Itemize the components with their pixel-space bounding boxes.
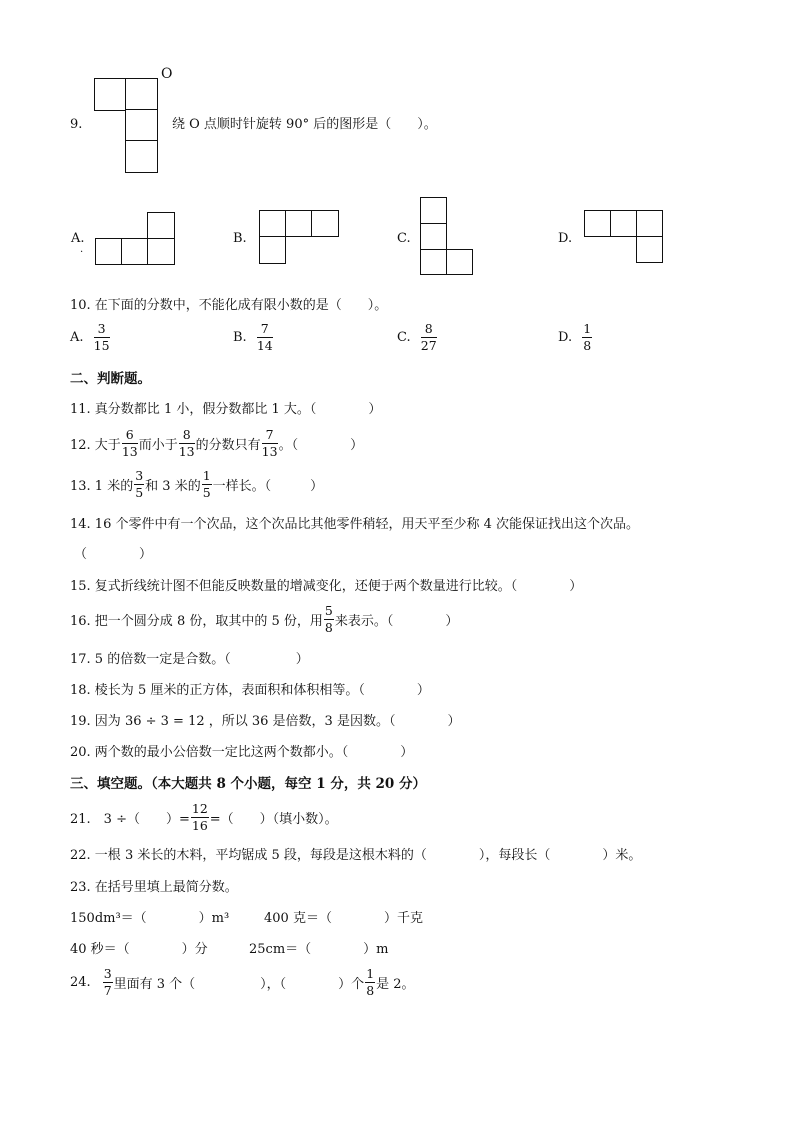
q17-text: 17. 5 的倍数一定是合数。（ ） (70, 652, 309, 667)
q9-text: 绕 O 点顺时针旋转 90° 后的图形是（ ）。 (172, 117, 437, 132)
q13-post: 一样长。（ ） (212, 479, 324, 494)
q23-row1-b: 400 克＝（ ）千克 (264, 911, 423, 926)
denominator: 5 (135, 485, 144, 500)
q23-row1-a: 150dm³＝（ ）m³ (70, 911, 230, 926)
grid-cell (420, 249, 447, 275)
q9-option-b-label: B. (233, 231, 247, 246)
grid-cell (610, 210, 637, 237)
grid-cell (147, 212, 175, 239)
option-label: D. (558, 330, 573, 345)
denominator: 13 (261, 444, 278, 459)
grid-cell (94, 78, 127, 111)
grid-cell (285, 210, 312, 237)
grid-cell (95, 238, 122, 265)
grid-cell (446, 249, 473, 275)
q12-post: 。（ ） (278, 438, 364, 453)
q24-line (70, 967, 415, 998)
section-3-title: 三、填空题。（本大题共 8 个小题，每空 1 分，共 20 分） (70, 776, 427, 792)
fraction (365, 967, 375, 998)
grid-cell (420, 197, 447, 224)
q9-option-c-label: C. (397, 231, 411, 246)
q10-option-a (70, 322, 111, 353)
q21-line (70, 802, 338, 833)
denominator: 8 (366, 983, 375, 998)
q10-option-b (233, 322, 274, 353)
q11-text: 11. 真分数都比 1 小，假分数都比 1 大。（ ） (70, 402, 382, 417)
denominator: 7 (103, 983, 112, 998)
numerator: 3 (135, 468, 144, 483)
denominator: 13 (178, 444, 195, 459)
numerator: 12 (191, 801, 208, 816)
q16-post: 来表示。（ ） (334, 614, 459, 629)
q12-mid2: 的分数只有 (195, 438, 261, 453)
grid-cell (584, 210, 611, 237)
numerator: 6 (122, 428, 138, 444)
q22-text: 22. 一根 3 米长的木料，平均锯成 5 段，每段是这根木料的（ ），每段长（ ）米。 (70, 848, 642, 863)
denominator: 13 (121, 444, 138, 459)
numerator: 1 (583, 321, 592, 336)
denominator: 27 (420, 338, 437, 353)
fraction (94, 322, 110, 353)
q10-text: 10. 在下面的分数中，不能化成有限小数的是（ ）。 (70, 298, 388, 313)
option-label: B. (233, 330, 247, 345)
grid-cell (147, 238, 175, 265)
grid-cell (420, 223, 447, 250)
fraction (179, 428, 195, 459)
q24-mid: 里面有 3 个（ ），（ ）个 (113, 977, 365, 992)
numerator: 8 (179, 428, 195, 444)
q13-mid: 和 3 米的 (145, 479, 201, 494)
rotation-point-label: O (161, 66, 173, 82)
numerator: 8 (421, 322, 437, 338)
denominator: 15 (93, 338, 110, 353)
q12-pre: 12. 大于 (70, 438, 121, 453)
option-label: A. (70, 330, 84, 345)
numerator: 3 (94, 322, 110, 338)
dot-mark: . (80, 244, 84, 255)
grid-cell (259, 236, 286, 264)
q18-text: 18. 棱长为 5 厘米的正方体，表面积和体积相等。（ ） (70, 683, 430, 698)
q23-text: 23. 在括号里填上最简分数。 (70, 880, 238, 895)
denominator: 5 (202, 485, 211, 500)
grid-cell (636, 210, 663, 237)
fraction (582, 322, 592, 353)
numerator: 5 (324, 603, 333, 618)
numerator: 7 (262, 428, 278, 444)
q13-line (70, 469, 323, 500)
q9-option-d-label: D. (558, 231, 573, 246)
numerator: 1 (202, 468, 211, 483)
fraction (202, 469, 212, 500)
denominator: 8 (583, 338, 592, 353)
numerator: 7 (257, 322, 273, 338)
q16-line (70, 604, 458, 635)
q19-text: 19. 因为 36 ÷ 3 = 12 ，所以 36 是倍数，3 是因数。（ ） (70, 714, 461, 729)
fraction (122, 428, 138, 459)
grid-cell (636, 236, 663, 263)
grid-cell (121, 238, 148, 265)
q23-row2-b: 25cm＝（ ）m (249, 942, 389, 957)
fraction (191, 802, 209, 833)
grid-cell (125, 78, 158, 111)
grid-cell (125, 109, 158, 142)
q24-pre: 24. (70, 975, 91, 990)
grid-cell (125, 140, 158, 173)
grid-cell (311, 210, 339, 237)
q14-paren: （ ） (74, 547, 153, 562)
fraction (134, 469, 144, 500)
section-2-title: 二、判断题。 (70, 371, 151, 387)
q16-pre: 16. 把一个圆分成 8 份，取其中的 5 份，用 (70, 614, 323, 629)
q9-number: 9. (70, 117, 83, 132)
q10-option-d (558, 322, 593, 353)
denominator: 14 (256, 338, 273, 353)
fraction (324, 604, 334, 635)
q24-post: 是 2。 (376, 977, 415, 992)
denominator: 8 (324, 620, 333, 635)
q12-mid: 而小于 (138, 438, 178, 453)
q21-pre: 21. 3 ÷（ ）= (70, 812, 190, 827)
q12-line (70, 428, 363, 459)
fraction (257, 322, 273, 353)
q9-option-a-label: A. (71, 231, 85, 246)
q21-post: =（ ）（填小数）。 (209, 812, 338, 827)
fraction (262, 428, 278, 459)
fraction (421, 322, 437, 353)
numerator: 1 (366, 966, 375, 981)
fraction (103, 967, 113, 998)
numerator: 3 (103, 966, 112, 981)
q15-text: 15. 复式折线统计图不但能反映数量的增减变化，还便于两个数量进行比较。（ ） (70, 579, 583, 594)
q20-text: 20. 两个数的最小公倍数一定比这两个数都小。（ ） (70, 745, 414, 760)
q10-option-c (397, 322, 438, 353)
grid-cell (259, 210, 286, 237)
q13-pre: 13. 1 米的 (70, 479, 134, 494)
q23-row2-a: 40 秒＝（ ）分 (70, 942, 208, 957)
option-label: C. (397, 330, 411, 345)
denominator: 16 (191, 818, 208, 833)
q14-text: 14. 16 个零件中有一个次品，这个次品比其他零件稍轻，用天平至少称 4 次能保证找出这个次品。 (70, 517, 640, 532)
